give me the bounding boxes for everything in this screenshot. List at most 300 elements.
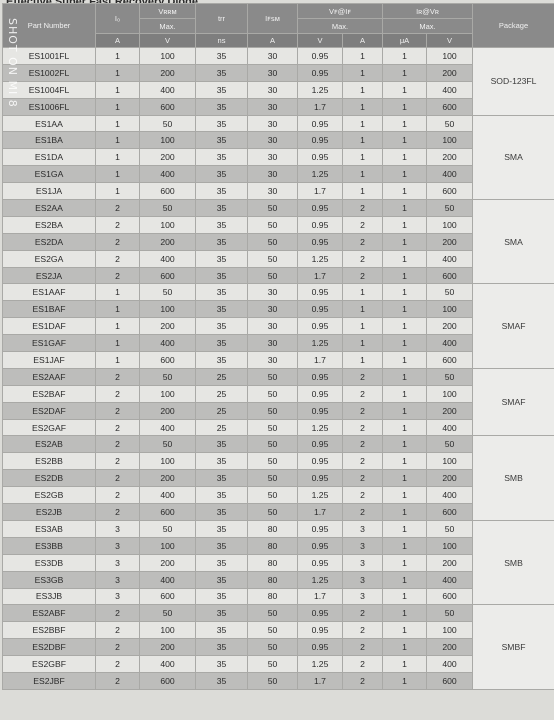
- table-row: [3, 453, 554, 470]
- value-cell: 400: [140, 81, 196, 98]
- value-cell: 3: [343, 520, 383, 537]
- value-cell: 80: [248, 520, 298, 537]
- table-row: [3, 487, 554, 504]
- value-cell: 30: [248, 301, 298, 318]
- value-cell: 1: [96, 284, 140, 301]
- value-cell: 50: [248, 402, 298, 419]
- value-cell: 25: [196, 402, 248, 419]
- value-cell: 30: [248, 352, 298, 369]
- part-number-cell: ES2ABF: [3, 605, 96, 622]
- table-body: [3, 48, 554, 690]
- value-cell: 2: [96, 385, 140, 402]
- value-cell: 2: [343, 436, 383, 453]
- value-cell: 35: [196, 453, 248, 470]
- value-cell: 1: [383, 98, 427, 115]
- value-cell: 35: [196, 520, 248, 537]
- value-cell: 1: [383, 436, 427, 453]
- value-cell: 0.95: [298, 554, 343, 571]
- value-cell: 3: [343, 554, 383, 571]
- table-row: [3, 554, 554, 571]
- value-cell: 1: [383, 216, 427, 233]
- package-cell: SMA: [473, 115, 554, 199]
- value-cell: 600: [427, 504, 473, 521]
- value-cell: 2: [96, 250, 140, 267]
- table-row: [3, 216, 554, 233]
- value-cell: 1.25: [298, 335, 343, 352]
- part-number-cell: ES1JAF: [3, 352, 96, 369]
- value-cell: 1: [383, 419, 427, 436]
- value-cell: 50: [427, 200, 473, 217]
- value-cell: 1: [343, 64, 383, 81]
- header-ir-max: Max.: [383, 19, 473, 34]
- part-number-cell: ES2DBF: [3, 639, 96, 656]
- value-cell: 1: [96, 98, 140, 115]
- value-cell: 0.95: [298, 115, 343, 132]
- value-cell: 50: [248, 419, 298, 436]
- part-number-cell: ES2AA: [3, 200, 96, 217]
- table-row: [3, 402, 554, 419]
- value-cell: 2: [96, 216, 140, 233]
- value-cell: 400: [427, 656, 473, 673]
- value-cell: 0.95: [298, 301, 343, 318]
- value-cell: 1: [383, 605, 427, 622]
- header-trr: trr: [196, 4, 248, 34]
- table-row: [3, 200, 554, 217]
- value-cell: 35: [196, 233, 248, 250]
- value-cell: 50: [248, 487, 298, 504]
- table-row: [3, 132, 554, 149]
- header-ir: Iʀ@Vʀ: [383, 4, 473, 19]
- value-cell: 200: [427, 149, 473, 166]
- value-cell: 1: [96, 132, 140, 149]
- part-number-cell: ES2BA: [3, 216, 96, 233]
- value-cell: 1: [343, 352, 383, 369]
- table-row: [3, 115, 554, 132]
- value-cell: 1: [383, 470, 427, 487]
- table-row: [3, 98, 554, 115]
- value-cell: 0.95: [298, 132, 343, 149]
- value-cell: 1: [96, 166, 140, 183]
- value-cell: 50: [248, 639, 298, 656]
- spec-table: [2, 3, 554, 690]
- value-cell: 400: [140, 487, 196, 504]
- part-number-cell: ES2BAF: [3, 385, 96, 402]
- value-cell: 1: [96, 149, 140, 166]
- value-cell: 600: [140, 588, 196, 605]
- part-number-cell: ES2AB: [3, 436, 96, 453]
- value-cell: 100: [427, 301, 473, 318]
- table-row: [3, 470, 554, 487]
- table-row: [3, 656, 554, 673]
- part-number-cell: ES3JB: [3, 588, 96, 605]
- value-cell: 1: [383, 301, 427, 318]
- value-cell: 200: [140, 149, 196, 166]
- value-cell: 600: [140, 183, 196, 200]
- header-package: Package: [473, 4, 554, 48]
- value-cell: 35: [196, 132, 248, 149]
- value-cell: 2: [343, 402, 383, 419]
- value-cell: 50: [248, 250, 298, 267]
- part-number-cell: ES1DA: [3, 149, 96, 166]
- value-cell: 600: [140, 352, 196, 369]
- value-cell: 2: [96, 200, 140, 217]
- value-cell: 1.25: [298, 166, 343, 183]
- value-cell: 50: [248, 216, 298, 233]
- value-cell: 35: [196, 216, 248, 233]
- value-cell: 2: [96, 672, 140, 689]
- value-cell: 1: [383, 183, 427, 200]
- value-cell: 100: [140, 622, 196, 639]
- value-cell: 35: [196, 64, 248, 81]
- value-cell: 600: [427, 352, 473, 369]
- table-row: [3, 419, 554, 436]
- value-cell: 50: [427, 115, 473, 132]
- value-cell: 35: [196, 554, 248, 571]
- table-row: [3, 64, 554, 81]
- value-cell: 1: [383, 672, 427, 689]
- value-cell: 50: [427, 368, 473, 385]
- value-cell: 50: [248, 200, 298, 217]
- value-cell: 100: [140, 48, 196, 65]
- unit-cell: μA: [383, 34, 427, 48]
- value-cell: 50: [140, 436, 196, 453]
- value-cell: 200: [140, 639, 196, 656]
- value-cell: 2: [343, 470, 383, 487]
- value-cell: 200: [427, 470, 473, 487]
- table-row: [3, 368, 554, 385]
- table-row: [3, 520, 554, 537]
- value-cell: 35: [196, 672, 248, 689]
- value-cell: 600: [427, 98, 473, 115]
- value-cell: 0.95: [298, 318, 343, 335]
- value-cell: 50: [248, 436, 298, 453]
- value-cell: 0.95: [298, 48, 343, 65]
- value-cell: 1: [383, 166, 427, 183]
- value-cell: 2: [343, 504, 383, 521]
- value-cell: 600: [140, 98, 196, 115]
- value-cell: 2: [343, 216, 383, 233]
- value-cell: 1: [96, 335, 140, 352]
- value-cell: 30: [248, 166, 298, 183]
- value-cell: 50: [140, 368, 196, 385]
- value-cell: 0.95: [298, 537, 343, 554]
- value-cell: 100: [140, 537, 196, 554]
- value-cell: 50: [248, 267, 298, 284]
- value-cell: 1: [343, 132, 383, 149]
- value-cell: 35: [196, 639, 248, 656]
- package-cell: SMAF: [473, 284, 554, 368]
- value-cell: 1.7: [298, 267, 343, 284]
- value-cell: 0.95: [298, 605, 343, 622]
- value-cell: 30: [248, 81, 298, 98]
- value-cell: 2: [343, 453, 383, 470]
- value-cell: 1: [383, 115, 427, 132]
- value-cell: 1: [383, 656, 427, 673]
- value-cell: 1: [383, 250, 427, 267]
- value-cell: 1.7: [298, 98, 343, 115]
- header-vrrm: Vʀʀᴍ: [140, 4, 196, 19]
- value-cell: 600: [427, 672, 473, 689]
- part-number-cell: ES1001FL: [3, 48, 96, 65]
- value-cell: 35: [196, 605, 248, 622]
- value-cell: 1: [343, 284, 383, 301]
- value-cell: 30: [248, 115, 298, 132]
- value-cell: 1: [383, 352, 427, 369]
- value-cell: 400: [427, 571, 473, 588]
- value-cell: 1: [383, 520, 427, 537]
- value-cell: 2: [343, 250, 383, 267]
- part-number-cell: ES3BB: [3, 537, 96, 554]
- value-cell: 35: [196, 284, 248, 301]
- value-cell: 1.25: [298, 250, 343, 267]
- value-cell: 25: [196, 385, 248, 402]
- value-cell: 200: [140, 233, 196, 250]
- value-cell: 35: [196, 98, 248, 115]
- part-number-cell: ES2DB: [3, 470, 96, 487]
- value-cell: 100: [427, 132, 473, 149]
- value-cell: 1: [383, 537, 427, 554]
- value-cell: 1: [383, 149, 427, 166]
- value-cell: 50: [140, 605, 196, 622]
- value-cell: 3: [343, 588, 383, 605]
- unit-cell: A: [96, 34, 140, 48]
- value-cell: 100: [427, 453, 473, 470]
- value-cell: 0.95: [298, 368, 343, 385]
- part-number-cell: ES1JA: [3, 183, 96, 200]
- unit-cell: V: [298, 34, 343, 48]
- part-number-cell: ES2GAF: [3, 419, 96, 436]
- value-cell: 100: [140, 216, 196, 233]
- value-cell: 400: [427, 419, 473, 436]
- value-cell: 1: [383, 233, 427, 250]
- value-cell: 35: [196, 571, 248, 588]
- table-row: [3, 672, 554, 689]
- value-cell: 1: [96, 64, 140, 81]
- value-cell: 200: [140, 554, 196, 571]
- table-row: [3, 250, 554, 267]
- value-cell: 2: [96, 639, 140, 656]
- value-cell: 35: [196, 504, 248, 521]
- value-cell: 50: [427, 436, 473, 453]
- package-cell: SMA: [473, 200, 554, 284]
- value-cell: 0.95: [298, 216, 343, 233]
- part-number-cell: ES2JB: [3, 504, 96, 521]
- value-cell: 35: [196, 115, 248, 132]
- value-cell: 35: [196, 436, 248, 453]
- value-cell: 50: [248, 656, 298, 673]
- value-cell: 200: [427, 402, 473, 419]
- value-cell: 1: [383, 200, 427, 217]
- value-cell: 1: [383, 284, 427, 301]
- value-cell: 35: [196, 537, 248, 554]
- value-cell: 3: [96, 554, 140, 571]
- value-cell: 1: [383, 318, 427, 335]
- value-cell: 2: [96, 470, 140, 487]
- unit-cell: V: [427, 34, 473, 48]
- value-cell: 35: [196, 48, 248, 65]
- value-cell: 0.95: [298, 436, 343, 453]
- unit-cell: A: [343, 34, 383, 48]
- camera-watermark: SHOT ON MI 8: [6, 18, 19, 108]
- value-cell: 50: [140, 520, 196, 537]
- value-cell: 1: [383, 132, 427, 149]
- value-cell: 1: [96, 115, 140, 132]
- value-cell: 0.95: [298, 200, 343, 217]
- header-ifsm: Iꜰꜱᴍ: [248, 4, 298, 34]
- value-cell: 30: [248, 318, 298, 335]
- value-cell: 1: [96, 81, 140, 98]
- value-cell: 2: [343, 639, 383, 656]
- value-cell: 3: [343, 571, 383, 588]
- value-cell: 50: [248, 605, 298, 622]
- table-row: [3, 284, 554, 301]
- value-cell: 0.95: [298, 284, 343, 301]
- value-cell: 35: [196, 335, 248, 352]
- value-cell: 1: [383, 64, 427, 81]
- value-cell: 2: [96, 267, 140, 284]
- value-cell: 1: [343, 335, 383, 352]
- header-vrrm-max: Max.: [140, 19, 196, 34]
- value-cell: 35: [196, 267, 248, 284]
- value-cell: 200: [140, 402, 196, 419]
- part-number-cell: ES3GB: [3, 571, 96, 588]
- value-cell: 30: [248, 132, 298, 149]
- value-cell: 200: [427, 233, 473, 250]
- value-cell: 80: [248, 571, 298, 588]
- value-cell: 25: [196, 368, 248, 385]
- value-cell: 400: [140, 250, 196, 267]
- value-cell: 1: [96, 183, 140, 200]
- value-cell: 50: [248, 672, 298, 689]
- part-number-cell: ES1AA: [3, 115, 96, 132]
- value-cell: 50: [427, 605, 473, 622]
- table-row: [3, 149, 554, 166]
- value-cell: 2: [96, 656, 140, 673]
- table-row: [3, 301, 554, 318]
- value-cell: 400: [427, 250, 473, 267]
- value-cell: 35: [196, 166, 248, 183]
- value-cell: 30: [248, 64, 298, 81]
- table-row: [3, 588, 554, 605]
- value-cell: 2: [96, 622, 140, 639]
- part-number-cell: ES2DAF: [3, 402, 96, 419]
- value-cell: 1: [383, 504, 427, 521]
- value-cell: 1: [343, 318, 383, 335]
- value-cell: 0.95: [298, 402, 343, 419]
- value-cell: 35: [196, 250, 248, 267]
- package-cell: SMAF: [473, 368, 554, 436]
- value-cell: 1: [343, 166, 383, 183]
- value-cell: 0.95: [298, 233, 343, 250]
- value-cell: 100: [427, 216, 473, 233]
- value-cell: 50: [140, 115, 196, 132]
- value-cell: 2: [343, 233, 383, 250]
- value-cell: 600: [427, 588, 473, 605]
- part-number-cell: ES1004FL: [3, 81, 96, 98]
- value-cell: 2: [96, 233, 140, 250]
- value-cell: 3: [96, 571, 140, 588]
- value-cell: 0.95: [298, 622, 343, 639]
- value-cell: 2: [343, 672, 383, 689]
- value-cell: 35: [196, 622, 248, 639]
- value-cell: 35: [196, 301, 248, 318]
- value-cell: 80: [248, 537, 298, 554]
- value-cell: 400: [427, 81, 473, 98]
- value-cell: 35: [196, 656, 248, 673]
- value-cell: 2: [343, 656, 383, 673]
- value-cell: 35: [196, 200, 248, 217]
- part-number-cell: ES2GA: [3, 250, 96, 267]
- header-io: I₀: [96, 4, 140, 34]
- part-number-cell: ES1GA: [3, 166, 96, 183]
- value-cell: 3: [96, 588, 140, 605]
- value-cell: 3: [96, 537, 140, 554]
- value-cell: 0.95: [298, 64, 343, 81]
- value-cell: 0.95: [298, 470, 343, 487]
- value-cell: 30: [248, 335, 298, 352]
- part-number-cell: ES2GBF: [3, 656, 96, 673]
- table-row: [3, 183, 554, 200]
- header-vf-max: Max.: [298, 19, 383, 34]
- value-cell: 200: [140, 470, 196, 487]
- value-cell: 1: [383, 335, 427, 352]
- value-cell: 2: [96, 453, 140, 470]
- value-cell: 2: [343, 385, 383, 402]
- value-cell: 50: [427, 284, 473, 301]
- value-cell: 1: [96, 48, 140, 65]
- value-cell: 2: [96, 504, 140, 521]
- value-cell: 1: [383, 588, 427, 605]
- value-cell: 30: [248, 183, 298, 200]
- table-row: [3, 436, 554, 453]
- table-row: [3, 233, 554, 250]
- value-cell: 200: [140, 64, 196, 81]
- value-cell: 1: [343, 48, 383, 65]
- value-cell: 600: [140, 267, 196, 284]
- value-cell: 50: [140, 284, 196, 301]
- value-cell: 200: [140, 318, 196, 335]
- part-number-cell: ES1DAF: [3, 318, 96, 335]
- value-cell: 1: [343, 183, 383, 200]
- value-cell: 1: [343, 81, 383, 98]
- value-cell: 1.25: [298, 656, 343, 673]
- value-cell: 80: [248, 554, 298, 571]
- header-part-number: Part Number: [3, 4, 96, 48]
- value-cell: 0.95: [298, 453, 343, 470]
- value-cell: 0.95: [298, 149, 343, 166]
- value-cell: 35: [196, 318, 248, 335]
- value-cell: 50: [140, 200, 196, 217]
- part-number-cell: ES1002FL: [3, 64, 96, 81]
- table-row: [3, 622, 554, 639]
- part-number-cell: ES1BA: [3, 132, 96, 149]
- value-cell: 600: [427, 267, 473, 284]
- value-cell: 30: [248, 48, 298, 65]
- value-cell: 2: [96, 419, 140, 436]
- package-cell: SMB: [473, 520, 554, 604]
- table-row: [3, 335, 554, 352]
- value-cell: 50: [427, 520, 473, 537]
- value-cell: 1: [383, 385, 427, 402]
- table-row: [3, 267, 554, 284]
- value-cell: 400: [140, 656, 196, 673]
- value-cell: 1: [383, 453, 427, 470]
- value-cell: 400: [140, 419, 196, 436]
- value-cell: 2: [343, 267, 383, 284]
- part-number-cell: ES2JBF: [3, 672, 96, 689]
- value-cell: 100: [427, 537, 473, 554]
- value-cell: 600: [427, 183, 473, 200]
